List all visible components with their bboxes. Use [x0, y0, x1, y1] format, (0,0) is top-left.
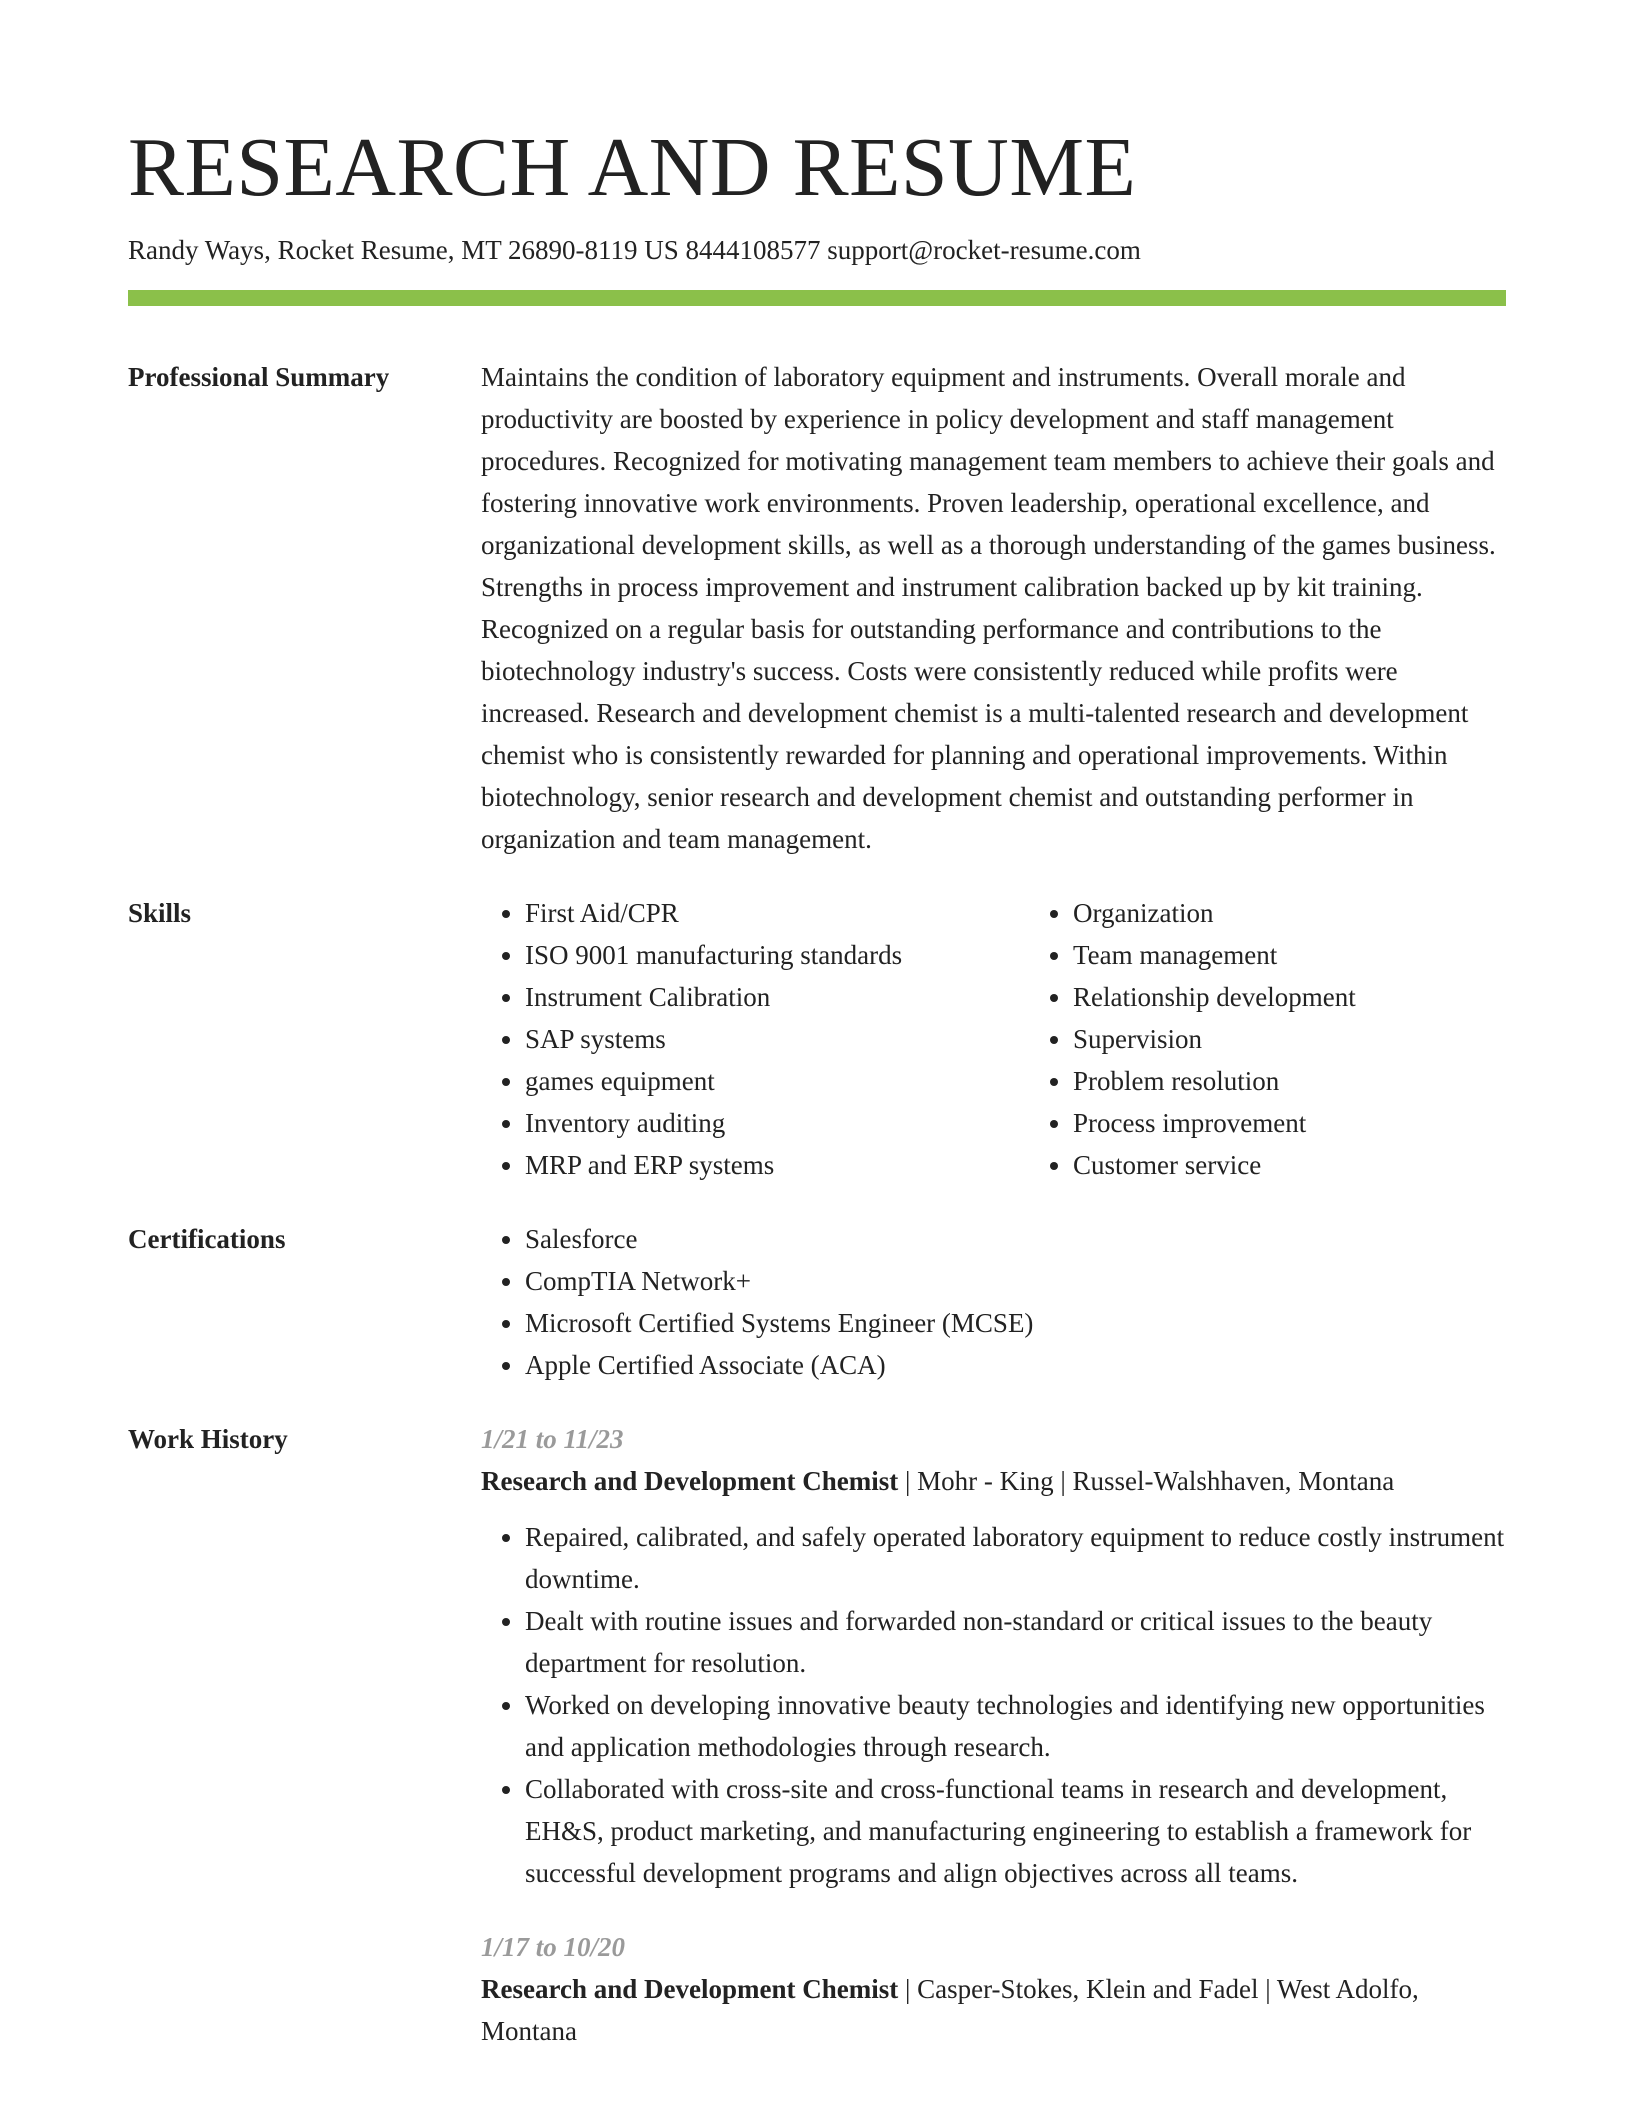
summary-text: Maintains the condition of laboratory equipment and instruments. Overall morale and productivity are boosted by experience in policy development and staff management procedures. Recognized for motivating management team members to achieve their goals and fostering innovative work environments. Proven leadership, operational excellence, and organizational development skills, as well as a thorough understanding of the games business. Strengths in process improvement and instrument calibration backed up by kit training. Recognized on a regular basis for outstanding performance and contributions to the biotechnology industry's success. Costs were consistently reduced while profits were increased. Research and development chemist is a multi-talented research and development chemist who is consistently rewarded for planning and operational improvements. Within biotechnology, senior research and development chemist and outstanding performer in organization and team management. [481, 362, 1496, 854]
skill-item: • Problem resolution [1073, 1060, 1577, 1102]
skills-list-left [481, 892, 1029, 1186]
skills-columns [481, 892, 1577, 1186]
job-dates: 1/17 to 10/20 [481, 1932, 626, 1962]
resume-page [128, 118, 1506, 2052]
job-bullet: • Repaired, calibrated, and safely operated laboratory equipment to reduce costly instrument downtime. [525, 1516, 1506, 1600]
skill-item: • Instrument Calibration [525, 976, 1029, 1018]
job-bullets [481, 1516, 1506, 1894]
section-label-summary: Professional Summary [128, 362, 390, 392]
section-label-certifications: Certifications [128, 1224, 286, 1254]
certifications-body [481, 1218, 1506, 1386]
job-heading [481, 1968, 1506, 2052]
work-history-body [481, 1418, 1506, 2052]
skill-item: • First Aid/CPR [525, 892, 1029, 934]
work-history-section [128, 1418, 1506, 2052]
certification-item: • Microsoft Certified Systems Engineer (MCSE) [525, 1302, 1506, 1344]
skill-item: • SAP systems [525, 1018, 1029, 1060]
certification-item: • Salesforce [525, 1218, 1506, 1260]
professional-summary-section [128, 356, 1506, 860]
certification-item: • CompTIA Network+ [525, 1260, 1506, 1302]
job-dates: 1/21 to 11/23 [481, 1424, 624, 1454]
skill-item: • games equipment [525, 1060, 1029, 1102]
certification-item: • Apple Certified Associate (ACA) [525, 1344, 1506, 1386]
contact-line: Randy Ways, Rocket Resume, MT 26890-8119 US 8444108577 support@rocket-resume.com [128, 235, 1141, 265]
section-label-skills: Skills [128, 898, 192, 928]
section-label-work-history: Work History [128, 1424, 288, 1454]
job-title: Research and Development Chemist [481, 1466, 899, 1496]
skill-item: • Relationship development [1073, 976, 1577, 1018]
skill-item: • Customer service [1073, 1144, 1577, 1186]
skill-item: • Supervision [1073, 1018, 1577, 1060]
certifications-list [481, 1218, 1506, 1386]
job-heading [481, 1460, 1506, 1502]
certifications-section [128, 1218, 1506, 1386]
skills-section [128, 892, 1506, 1186]
job-entry [481, 1926, 1506, 2052]
skill-item: • Inventory auditing [525, 1102, 1029, 1144]
job-entry [481, 1418, 1506, 1894]
job-employer-location: | Casper-Stokes, Klein and Fadel | West Adolfo, Montana [481, 1974, 1419, 2046]
job-bullet: • Worked on developing innovative beauty technologies and identifying new opportunities and application methodologies through research. [525, 1684, 1506, 1768]
job-title: Research and Development Chemist [481, 1974, 899, 2004]
skill-item: • Organization [1073, 892, 1577, 934]
job-employer-location: | Mohr - King | Russel-Walshhaven, Montana [898, 1466, 1395, 1496]
resume-title: RESEARCH AND RESUME [128, 121, 1137, 214]
skill-item: • Team management [1073, 934, 1577, 976]
job-bullet: • Collaborated with cross-site and cross-functional teams in research and development, EH&S, product marketing, and manufacturing engineering to establish a framework for successful development programs and align objectives across all teams. [525, 1768, 1506, 1894]
skill-item: • Process improvement [1073, 1102, 1577, 1144]
skill-item: • MRP and ERP systems [525, 1144, 1029, 1186]
skills-list-right [1029, 892, 1577, 1186]
job-bullet: • Dealt with routine issues and forwarded non-standard or critical issues to the beauty department for resolution. [525, 1600, 1506, 1684]
accent-divider [128, 290, 1506, 306]
skill-item: • ISO 9001 manufacturing standards [525, 934, 1029, 976]
